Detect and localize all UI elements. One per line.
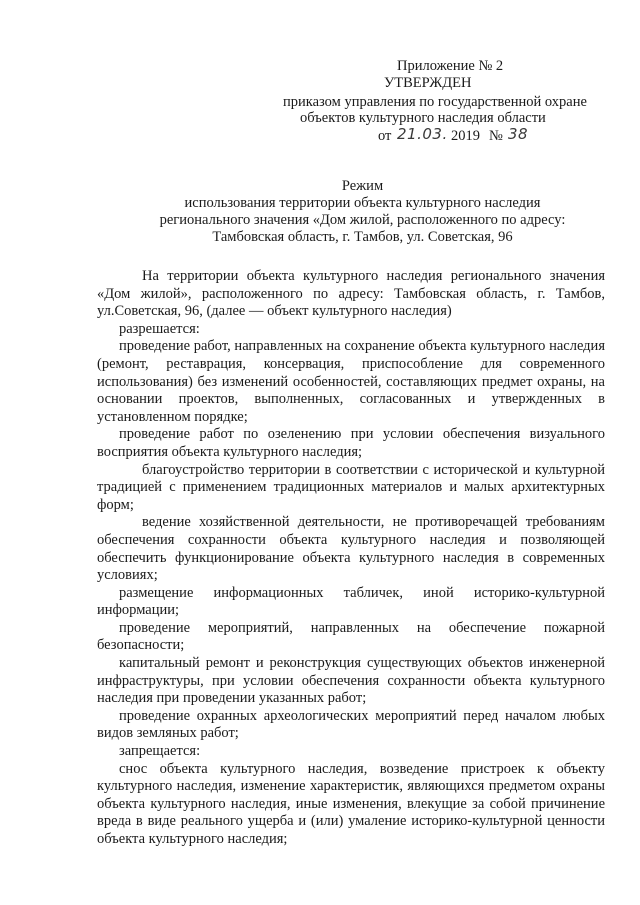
- title-line-3: регионального значения «Дом жилой, расположенного по адресу:: [159, 212, 566, 228]
- handwritten-date: 21.03.: [397, 125, 448, 143]
- document-title: [90, 178, 635, 246]
- allowed-item-signs: размещение информационных табличек, иной историко-культурной информации;: [97, 584, 605, 619]
- order-year: 2019: [451, 128, 480, 144]
- allowed-item-infrastructure: капитальный ремонт и реконструкция существующих объектов инженерной инфраструктуры, при условии обеспечения сохранности объекта культурного наследия при проведении указанных работ;: [97, 655, 605, 707]
- allowed-item-preservation: проведение работ, направленных на сохранение объекта культурного наследия (ремонт, реставрация, консервация, приспособление для современного использования) без изменений особенностей, составляющих предмет охраны, на основании проектов, выполненных, согласованных и утвержденных в установленном порядке;: [97, 338, 605, 425]
- handwritten-number: 38: [508, 125, 529, 143]
- allowed-heading: разрешается:: [119, 320, 200, 337]
- document-body: [97, 268, 605, 849]
- allowed-item-landscaping: благоустройство территории в соответствии с исторической и культурной традицией с применением традиционных материалов и малых архитектурных форм;: [97, 461, 605, 513]
- forbidden-item-demolition: снос объекта культурного наследия, возведение пристроек к объекту культурного наследия, изменение характеристик, являющихся предметом охраны объекта культурного наследия, иные изменения, влекущие за собой причинение вреда в виде реального ущерба и (или) умаление историко-культурной ценности объекта культурного наследия;: [97, 760, 605, 847]
- appendix-label: Приложение № 2: [397, 58, 504, 74]
- allowed-item-economic: ведение хозяйственной деятельности, не противоречащей требованиям обеспечения сохранности объекта культурного наследия и позволяющей обеспечить функционирование объекта культурного наследия в современных условиях;: [97, 514, 605, 584]
- order-text-1: приказом управления по государственной охране: [283, 94, 587, 110]
- title-line-2: использования территории объекта культурного наследия: [184, 195, 541, 211]
- forbidden-heading: запрещается:: [119, 743, 201, 760]
- approved-label: УТВЕРЖДЕН: [384, 75, 472, 91]
- order-text-2: объектов культурного наследия области: [300, 110, 546, 126]
- allowed-item-archaeology: проведение охранных археологических мероприятий перед началом любых видов земляных работ;: [97, 707, 605, 742]
- title-line-1: Режим: [341, 178, 384, 194]
- title-line-4: Тамбовская область, г. Тамбов, ул. Советская, 96: [212, 229, 513, 245]
- allowed-item-greening: проведение работ по озеленению при условии обеспечения визуального восприятия объекта культурного наследия;: [97, 426, 605, 460]
- intro-paragraph: На территории объекта культурного наследия регионального значения «Дом жилой», расположенного по адресу: Тамбовская область, г. Тамбов, ул.Советская, 96, (далее — объект культурного наследия): [97, 268, 605, 320]
- number-prefix: №: [489, 128, 503, 144]
- allowed-item-fire-safety: проведение мероприятий, направленных на обеспечение пожарной безопасности;: [97, 619, 605, 654]
- from-prefix: от: [378, 128, 392, 144]
